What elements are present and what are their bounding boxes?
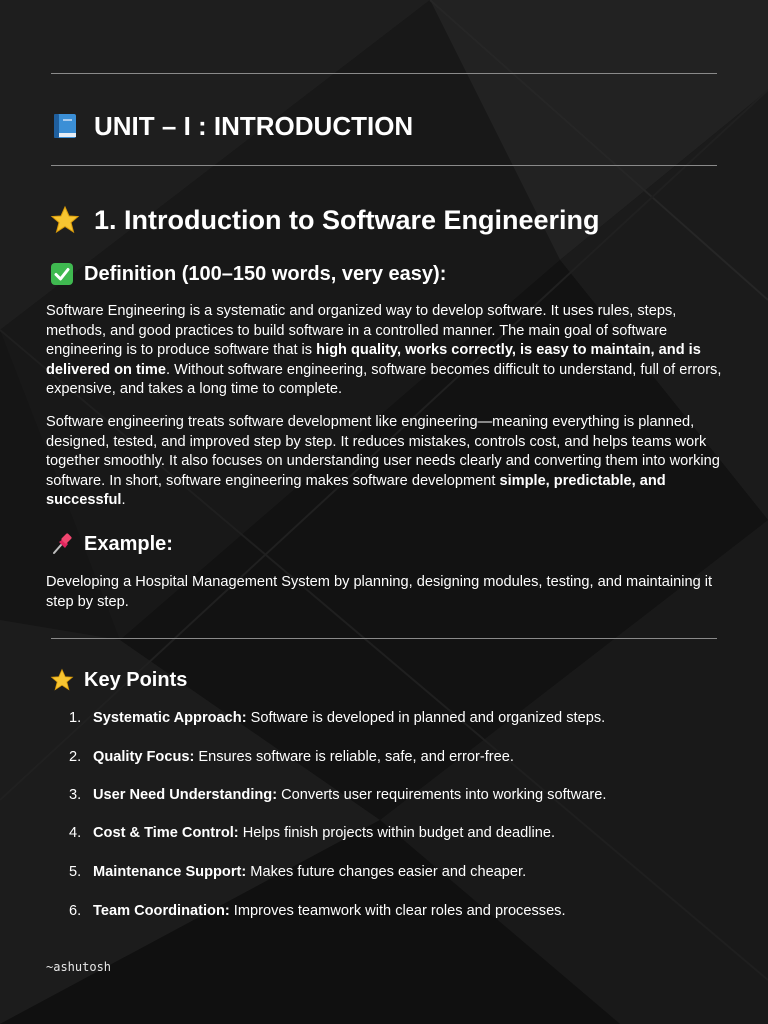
- section-heading: [50, 200, 600, 240]
- item-description: Improves teamwork with clear roles and processes.: [229, 903, 566, 919]
- item-term: Cost & Time Control:: [93, 825, 239, 841]
- item-term: User Need Understanding:: [93, 787, 278, 803]
- blue-book-icon: [50, 111, 80, 141]
- divider: [51, 165, 717, 166]
- item-term: Systematic Approach:: [93, 710, 247, 726]
- list-item: [0, 706, 768, 730]
- author-signature: ~ashutosh: [46, 960, 112, 974]
- example-paragraph: Developing a Hospital Management System by planning, designing modules, testing, and maintaining it step by step.: [46, 574, 713, 610]
- key-points-heading: [50, 666, 187, 694]
- item-number: 2.: [69, 749, 82, 765]
- list-item: [0, 860, 768, 884]
- list-item: [0, 821, 768, 845]
- item-number: 6.: [69, 903, 82, 919]
- star-icon: [50, 205, 80, 235]
- list-item: [0, 783, 768, 807]
- example-heading-text: Example:: [84, 532, 173, 555]
- example-heading: [50, 530, 173, 558]
- item-number: 3.: [69, 787, 82, 803]
- unit-heading: [50, 108, 413, 144]
- item-term: Maintenance Support:: [93, 864, 247, 880]
- definition-paragraph-1: [46, 302, 726, 400]
- pushpin-icon: [50, 532, 74, 556]
- check-box-icon: [50, 262, 74, 286]
- definition-heading: [50, 260, 446, 288]
- definition-text: Software engineering treats software development like engineering—meaning everything is planned, designed, tested, and improved step by step. It reduces mistakes, controls cost, and helps teams work together smoothly. It also focuses on understanding user needs clearly and converting them into working software. In short, software engineering makes software development: [46, 414, 720, 489]
- item-number: 4.: [69, 825, 82, 841]
- item-description: Ensures software is reliable, safe, and error-free.: [194, 749, 514, 765]
- item-description: Helps finish projects within budget and deadline.: [238, 825, 556, 841]
- item-term: Quality Focus:: [93, 749, 195, 765]
- item-description: Makes future changes easier and cheaper.: [246, 864, 527, 880]
- definition-emphasis: high quality, works correctly, is easy to maintain, and is delivered on time: [46, 342, 701, 378]
- definition-paragraph-2: [46, 413, 726, 511]
- list-item: [0, 899, 768, 923]
- item-number: 1.: [69, 710, 82, 726]
- unit-heading-text: UNIT – I : INTRODUCTION: [94, 110, 414, 141]
- definition-text: Software Engineering is a systematic and organized way to develop software. It uses rules, steps, methods, and good practices to build software in a controlled manner. The main goal of software engineering is to produce software that is: [46, 303, 677, 358]
- divider: [51, 638, 717, 639]
- definition-text: .: [121, 492, 126, 508]
- section-heading-text: 1. Introduction to Software Engineering: [94, 204, 600, 235]
- definition-heading-text: Definition (100–150 words, very easy):: [84, 262, 447, 285]
- list-item: [0, 745, 768, 769]
- definition-emphasis: simple, predictable, and successful: [46, 472, 666, 508]
- item-description: Converts user requirements into working software.: [277, 787, 607, 803]
- item-term: Team Coordination:: [93, 903, 230, 919]
- item-description: Software is developed in planned and organized steps.: [246, 710, 606, 726]
- key-points-heading-text: Key Points: [84, 668, 188, 691]
- star-icon: [50, 668, 74, 692]
- divider: [51, 73, 717, 74]
- definition-text: . Without software engineering, software becomes difficult to understand, full of errors, expensive, and takes a long time to complete.: [46, 361, 722, 397]
- item-number: 5.: [69, 864, 82, 880]
